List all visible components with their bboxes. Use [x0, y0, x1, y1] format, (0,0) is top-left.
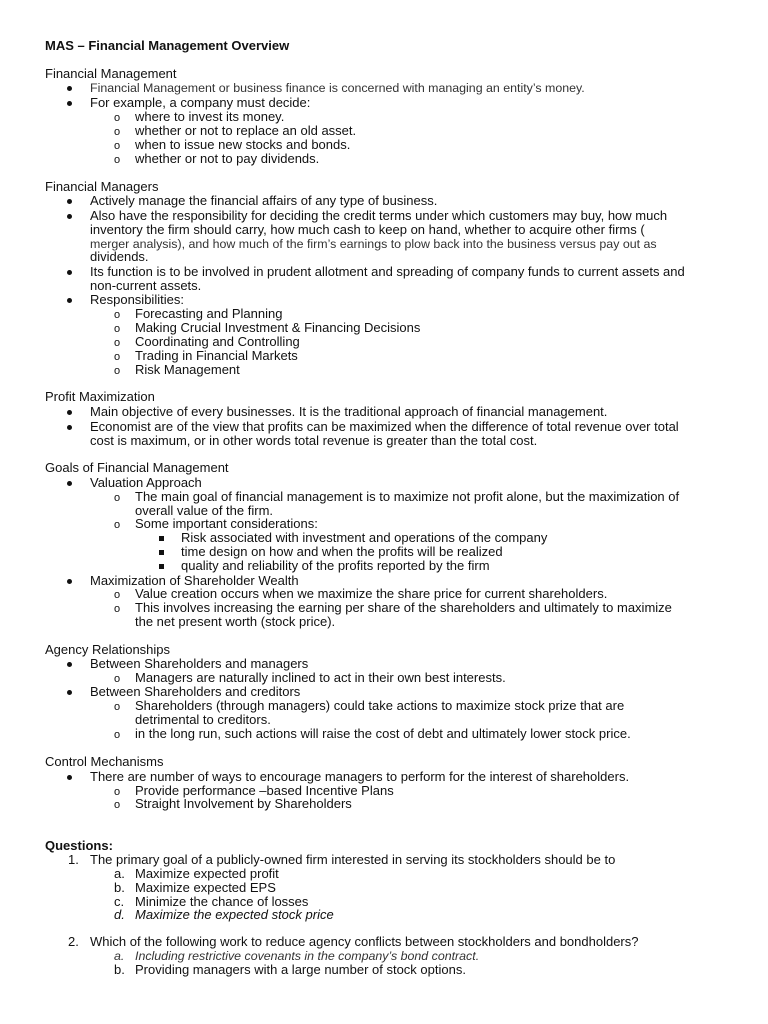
section-heading-financial-management: Financial Management: [45, 66, 177, 81]
list-item-continuation: the net present worth (stock price).: [135, 614, 336, 629]
choice-letter: b.: [114, 880, 125, 895]
square-bullet-icon: [159, 545, 164, 555]
page-title: MAS – Financial Management Overview: [45, 38, 290, 53]
list-item: Trading in Financial Markets: [135, 348, 298, 363]
bullet-icon: [67, 265, 72, 275]
choice-letter: a.: [114, 866, 125, 881]
section-heading-profit-maximization: Profit Maximization: [45, 389, 155, 404]
list-item: Value creation occurs when we maximize the share price for current shareholders.: [135, 586, 608, 601]
list-item: This involves increasing the earning per share of the shareholders and ultimately to maximize: [135, 600, 672, 615]
choice-text: Maximize expected EPS: [135, 880, 276, 895]
list-item-continuation: merger analysis), and how much of the firm’s earnings to plow back into the business versus pay out as: [90, 237, 657, 251]
list-item: Shareholders (through managers) could take actions to maximize stock prize that are: [135, 698, 625, 713]
list-item-continuation: non-current assets.: [90, 278, 202, 293]
choice-text-answer: Including restrictive covenants in the company’s bond contract.: [135, 949, 480, 963]
section-heading-goals: Goals of Financial Management: [45, 460, 229, 475]
list-item-continuation: dividends.: [90, 249, 149, 264]
question-number: 1.: [68, 852, 79, 867]
list-item: Also have the responsibility for deciding the credit terms under which customers may buy, how much: [90, 208, 668, 223]
bullet-icon: [67, 209, 72, 219]
bullet-icon: [67, 420, 72, 430]
list-item: Managers are naturally inclined to act in their own best interests.: [135, 670, 506, 685]
list-item: Responsibilities:: [90, 292, 184, 307]
bullet-icon: [67, 770, 72, 780]
sub-bullet-icon: [114, 152, 120, 167]
list-item: when to issue new stocks and bonds.: [135, 137, 351, 152]
sub-bullet-icon: [114, 321, 120, 336]
choice-letter: b.: [114, 962, 125, 977]
sub-bullet-icon: [114, 110, 120, 125]
choice-text: Maximize expected profit: [135, 866, 279, 881]
sub-bullet-icon: [114, 307, 120, 322]
choice-text-answer: Maximize the expected stock price: [135, 907, 334, 922]
choice-text: Providing managers with a large number of stock options.: [135, 962, 466, 977]
list-item: Straight Involvement by Shareholders: [135, 796, 352, 811]
list-item: Making Crucial Investment & Financing Decisions: [135, 320, 421, 335]
choice-letter: c.: [114, 894, 125, 909]
bullet-icon: [67, 476, 72, 486]
list-item: Risk associated with investment and operations of the company: [181, 530, 548, 545]
section-heading-financial-managers: Financial Managers: [45, 179, 159, 194]
sub-bullet-icon: [114, 349, 120, 364]
sub-bullet-icon: [114, 363, 120, 378]
list-item: Between Shareholders and managers: [90, 656, 309, 671]
section-heading-questions: Questions:: [45, 838, 113, 853]
question-text: The primary goal of a publicly-owned firm interested in serving its stockholders should be to: [90, 852, 616, 867]
choice-letter: d.: [114, 907, 125, 922]
bullet-icon: [67, 405, 72, 415]
list-item: Valuation Approach: [90, 475, 202, 490]
list-item: quality and reliability of the profits reported by the firm: [181, 558, 490, 573]
list-item-continuation: cost is maximum, or in other words total revenue is greater than the total cost.: [90, 433, 538, 448]
list-item: in the long run, such actions will raise the cost of debt and ultimately lower stock price.: [135, 726, 631, 741]
sub-bullet-icon: [114, 490, 120, 505]
sub-bullet-icon: [114, 587, 120, 602]
section-heading-agency: Agency Relationships: [45, 642, 171, 657]
sub-bullet-icon: [114, 517, 120, 532]
sub-bullet-icon: [114, 138, 120, 153]
bullet-icon: [67, 293, 72, 303]
list-item: whether or not to pay dividends.: [135, 151, 320, 166]
choice-text: Minimize the chance of losses: [135, 894, 309, 909]
square-bullet-icon: [159, 531, 164, 541]
list-item: Financial Management or business finance is concerned with managing an entity’s money.: [90, 81, 585, 95]
list-item: Risk Management: [135, 362, 240, 377]
list-item-continuation: inventory the firm should carry, how much cash to keep on hand, whether to acquire other firms (: [90, 222, 645, 237]
list-item: time design on how and when the profits will be realized: [181, 544, 503, 559]
section-heading-control: Control Mechanisms: [45, 754, 164, 769]
bullet-icon: [67, 96, 72, 106]
bullet-icon: [67, 194, 72, 204]
sub-bullet-icon: [114, 335, 120, 350]
list-item: where to invest its money.: [135, 109, 285, 124]
list-item: For example, a company must decide:: [90, 95, 311, 110]
bullet-icon: [67, 574, 72, 584]
list-item: Actively manage the financial affairs of any type of business.: [90, 193, 438, 208]
bullet-icon: [67, 657, 72, 667]
list-item: Between Shareholders and creditors: [90, 684, 301, 699]
question-text: Which of the following work to reduce agency conflicts between stockholders and bondholders?: [90, 934, 639, 949]
sub-bullet-icon: [114, 699, 120, 714]
sub-bullet-icon: [114, 601, 120, 616]
list-item-continuation: detrimental to creditors.: [135, 712, 271, 727]
choice-letter: a.: [114, 949, 125, 963]
list-item: Maximization of Shareholder Wealth: [90, 573, 299, 588]
sub-bullet-icon: [114, 124, 120, 139]
sub-bullet-icon: [114, 727, 120, 742]
question-number: 2.: [68, 934, 79, 949]
list-item: Economist are of the view that profits can be maximized when the difference of total revenue over total: [90, 419, 679, 434]
list-item: There are number of ways to encourage managers to perform for the interest of shareholders.: [90, 769, 630, 784]
list-item: Some important considerations:: [135, 516, 318, 531]
list-item: Its function is to be involved in prudent allotment and spreading of company funds to current assets and: [90, 264, 685, 279]
sub-bullet-icon: [114, 797, 120, 812]
list-item: whether or not to replace an old asset.: [135, 123, 357, 138]
square-bullet-icon: [159, 559, 164, 569]
list-item: Forecasting and Planning: [135, 306, 283, 321]
list-item: Main objective of every businesses. It is the traditional approach of financial management.: [90, 404, 608, 419]
list-item: Coordinating and Controlling: [135, 334, 300, 349]
list-item: The main goal of financial management is to maximize not profit alone, but the maximization of: [135, 489, 680, 504]
bullet-icon: [67, 685, 72, 695]
list-item: Provide performance –based Incentive Plans: [135, 783, 394, 798]
list-item-continuation: overall value of the firm.: [135, 503, 274, 518]
bullet-icon: [67, 81, 72, 91]
